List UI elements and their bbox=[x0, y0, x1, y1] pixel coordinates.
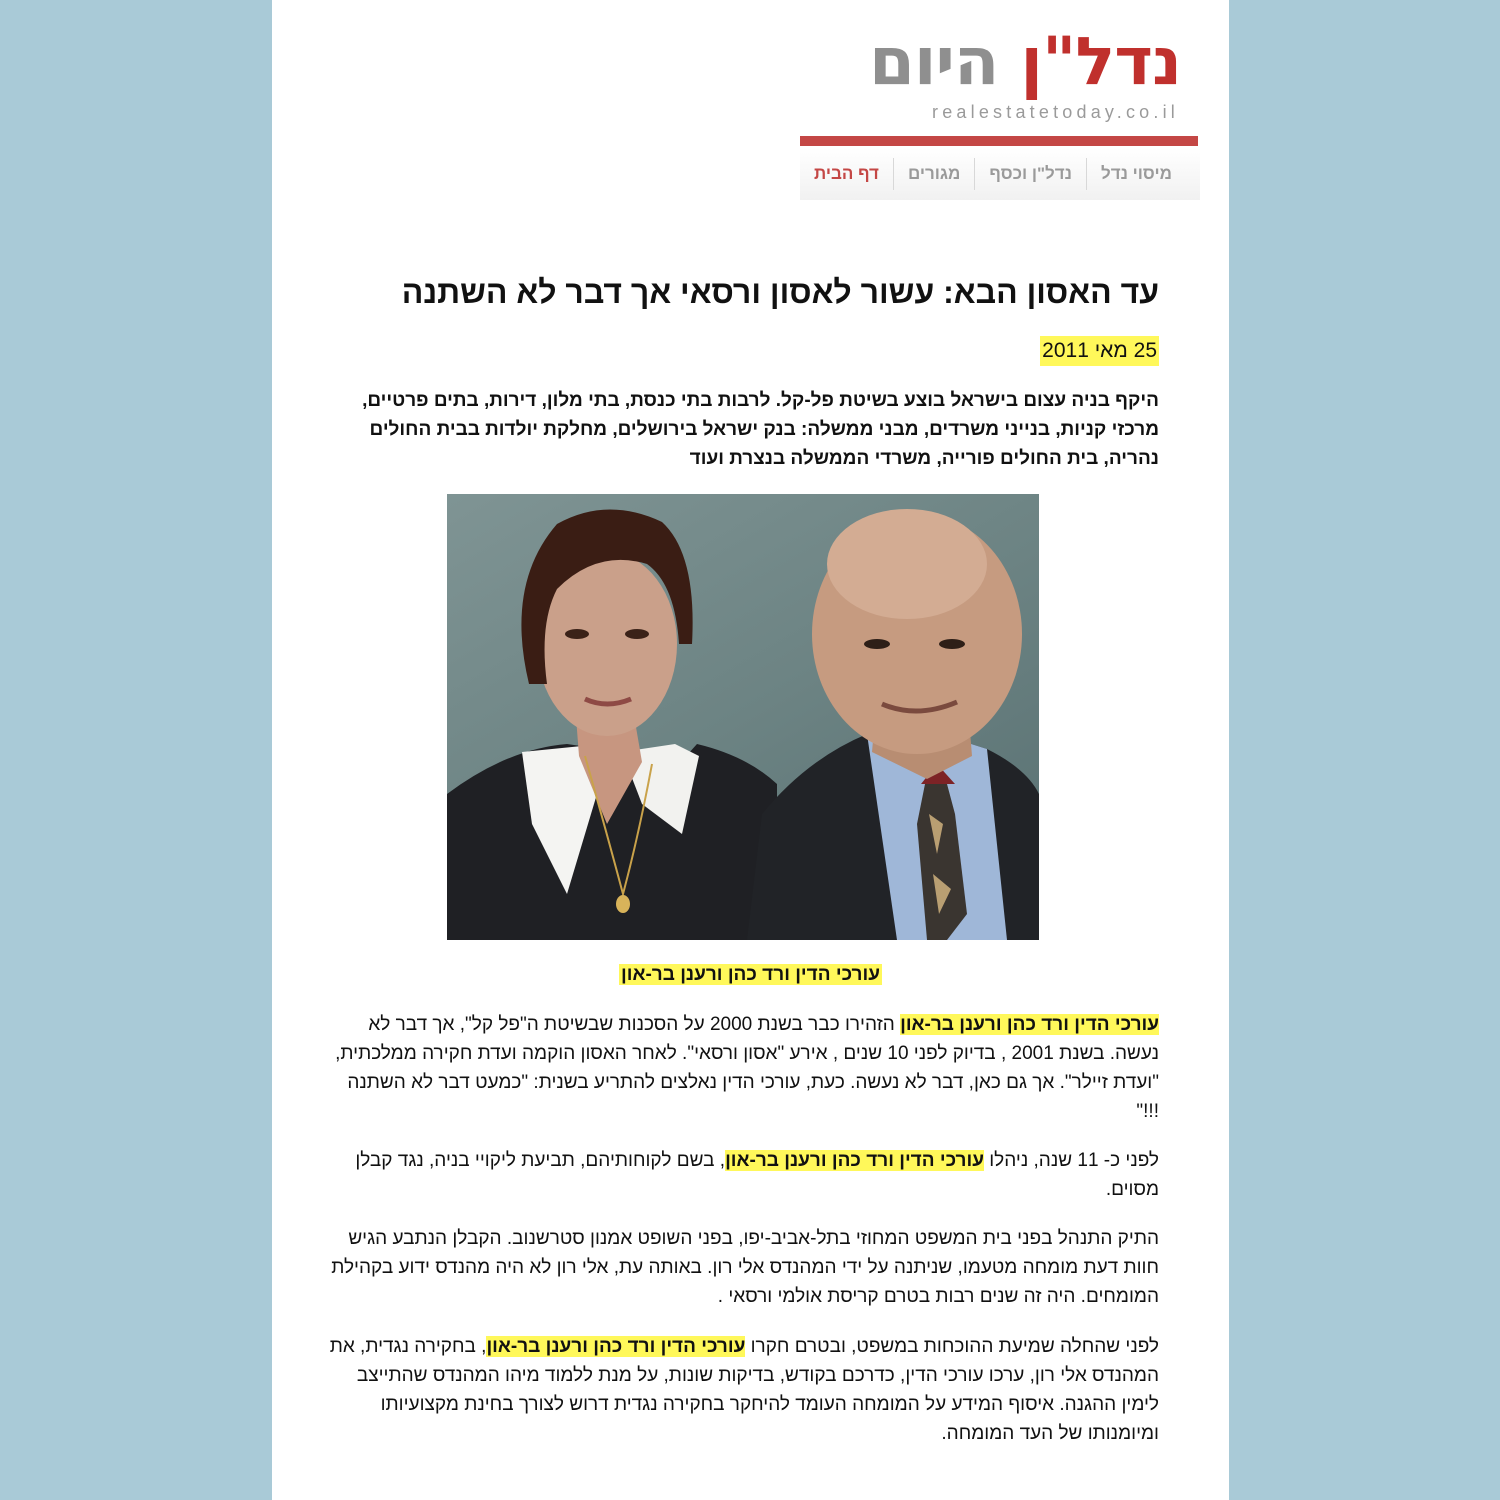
site-logo[interactable] bbox=[869, 22, 1181, 102]
nav-realestate-money[interactable]: נדל"ן וכסף bbox=[989, 164, 1072, 183]
photo-caption bbox=[272, 962, 1229, 988]
nav-separator bbox=[1086, 158, 1087, 190]
lawyers-photo-illustration bbox=[447, 494, 1039, 940]
lawyers-highlight: עורכי הדין ורד כהן ורענן בר-און bbox=[900, 1014, 1159, 1035]
paragraph-1-text: הזהירו כבר בשנת 2000 על הסכנות שבשיטת ה"פל קל", אך דבר לא נעשה. בשנת 2001 , בדיוק לפני 10 שנים , אירע "אסון ורסאי". לאחר האסון הוקמה ועדת חקירה ממלכתית, "ועדת זיילר". אך גם כאן, דבר לא נעשה. כעת, עורכי הדין נאלצים להתריע בשנית: "כמעט דבר לא השתנה !!!" bbox=[335, 1014, 1159, 1122]
lawyers-photo bbox=[447, 494, 1039, 940]
paragraph-4-end: , בחקירה נגדית, את המהנדס אלי רון, ערכו עורכי הדין, כדרכם בקודש, בדיקות שונות, על מנת ללמוד מיהו המהנדס שהתייצב לימין ההגנה. איסוף המידע על המומחה העומד להיחקר בחקירה נגדית דרוש לצורך בחינת מקצועיותו ומיומנותו של העד המומחה. bbox=[329, 1336, 1159, 1444]
nav-taxation[interactable]: מיסוי נדל bbox=[1100, 164, 1172, 183]
paragraph-3: התיק התנהל בפני בית המשפט המחוזי בתל-אביב-יפו, בפני השופט אמנון סטרשנוב. הקבלן הנתבע הגיש חוות דעת מומחה מטעמו, שניתנה על ידי המהנדס אלי רון. באותה עת, אלי רון לא היה מהנדס ידוע בקהילת המומחים. היה זה שנים רבות בטרם קריסת אולמי ורסאי . bbox=[331, 1228, 1159, 1307]
masthead-divider bbox=[800, 136, 1198, 146]
site-url: realestatetoday.co.il bbox=[932, 102, 1179, 122]
logo-word-realestate: נדל"ן bbox=[1020, 23, 1181, 100]
article-page bbox=[272, 0, 1229, 1500]
paragraph-2-start: לפני כ- 11 שנה, ניהלו bbox=[983, 1150, 1159, 1171]
article-headline: עד האסון הבא: עשור לאסון ורסאי אך דבר לא השתנה bbox=[401, 274, 1159, 310]
nav-home[interactable]: דף הבית bbox=[814, 164, 879, 183]
nav-separator bbox=[974, 158, 975, 190]
nav-residential[interactable]: מגורים bbox=[907, 164, 961, 183]
paragraph-2 bbox=[329, 1146, 1159, 1204]
lawyers-highlight: עורכי הדין ורד כהן ורענן בר-און bbox=[725, 1150, 984, 1171]
paragraph-1 bbox=[329, 1010, 1159, 1126]
main-nav bbox=[800, 148, 1200, 200]
article-date: 25 מאי 2011 bbox=[1040, 336, 1159, 366]
paragraph-4 bbox=[329, 1332, 1159, 1448]
nav-separator bbox=[893, 158, 894, 190]
logo-word-today: היום bbox=[868, 23, 999, 100]
lawyers-highlight: עורכי הדין ורד כהן ורענן בר-און bbox=[486, 1336, 746, 1357]
article-lead: היקף בניה עצום בישראל בוצע בשיטת פל-קל. לרבות בתי כנסת, בתי מלון, דירות, בתים פרטיים, מרכזי קניות, בנייני משרדים, מבני ממשלה: בנק ישראל בירושלים, מחלקת יולדות בבית החולים נהריה, בית החולים פורייה, משרדי הממשלה בנצרת ועוד bbox=[362, 390, 1159, 469]
paragraph-4-start: לפני שהחלה שמיעת ההוכחות במשפט, ובטרם חקרו bbox=[745, 1336, 1159, 1357]
paragraph-2-end: , בשם לקוחותיהם, תביעת ליקויי בניה, נגד קבלן מסוים. bbox=[355, 1150, 1159, 1200]
caption-text: עורכי הדין ורד כהן ורענן בר-און bbox=[621, 964, 880, 985]
